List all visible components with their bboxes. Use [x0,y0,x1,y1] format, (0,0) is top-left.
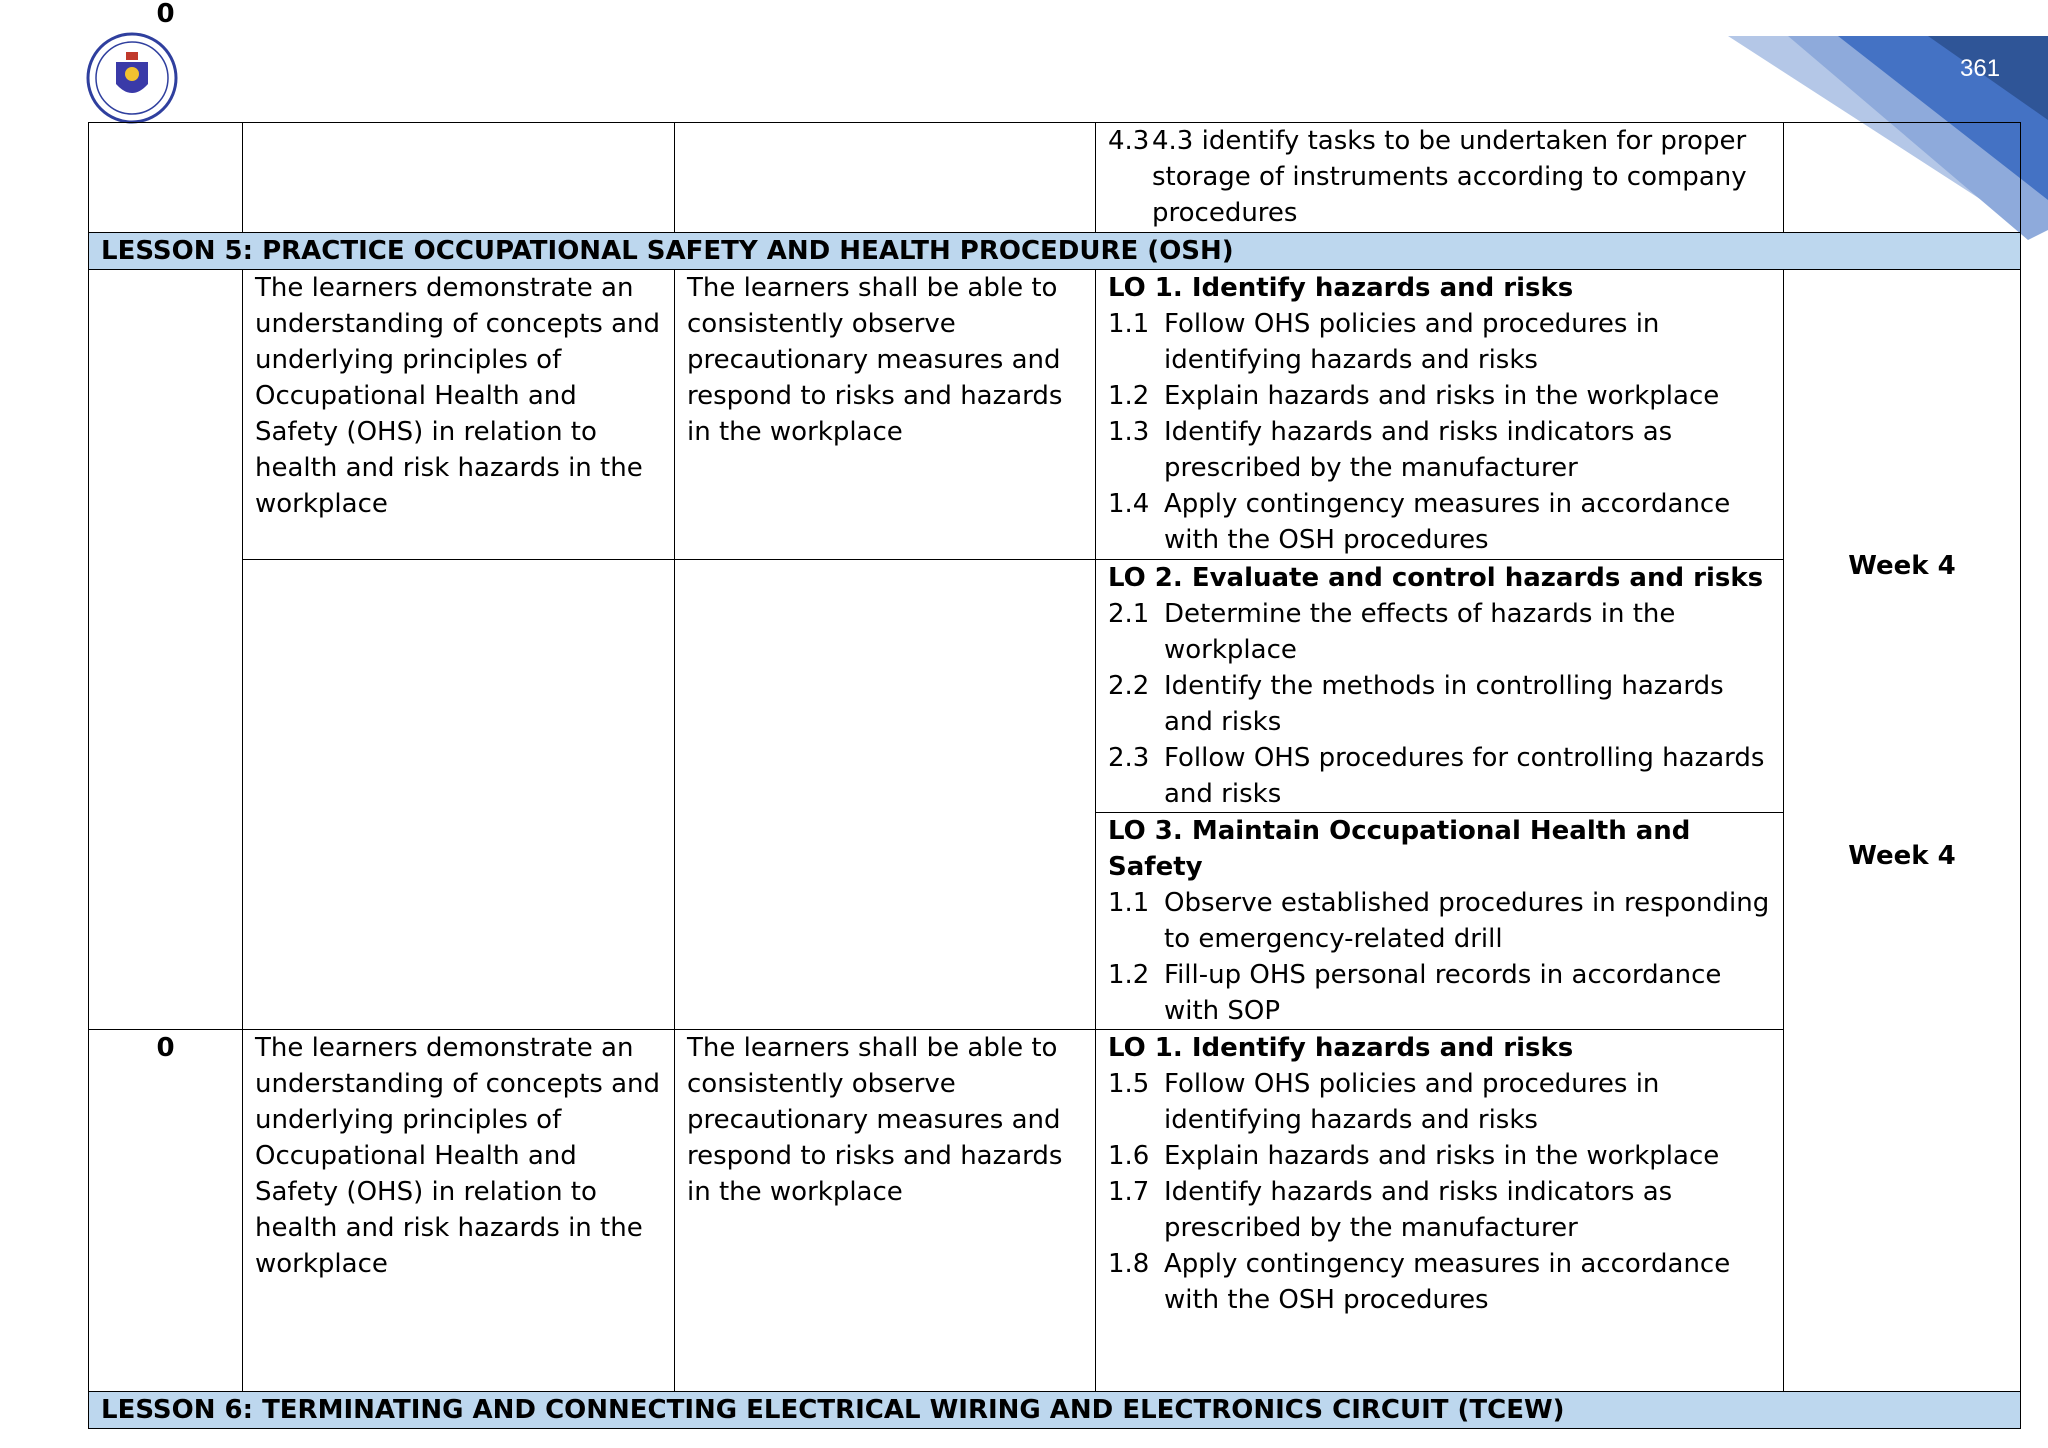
empty-cell [243,560,675,1030]
learning-competency-cell [1096,270,1784,560]
performance-standard-cell: The learners shall be able to consistently observe precautionary measures and respond to risks and hazards in the workplace [675,270,1096,560]
learning-competency-cell [1096,1030,1784,1392]
lo-title: LO 1. Identify hazards and risks [1108,1033,1574,1063]
list-item: 1.4 Apply contingency measures in accordance with the OSH procedures [1108,489,1731,555]
learning-competency-cell [1096,123,1784,233]
content-standard-cell: The learners demonstrate an understanding of concepts and underlying principles of Occupational Health and Safety (OHS) in relation to health and risk hazards in the workplace [243,270,675,560]
list-item: 1.3 Identify hazards and risks indicators as prescribed by the manufacturer [1108,417,1673,483]
duration-cell [1784,270,2021,1392]
list-item: 1.1 Follow OHS policies and procedures in identifying hazards and risks [1108,309,1660,375]
table-row [89,123,2021,233]
empty-cell [243,123,675,233]
list-item: 2.2 Identify the methods in controlling hazards and risks [1108,671,1724,737]
lo-title: LO 2. Evaluate and control hazards and risks [1108,563,1764,593]
table-row [89,560,2021,813]
list-item: 1.8 Apply contingency measures in accordance with the OSH procedures [1108,1249,1731,1315]
list-item: 4.3 4.3 identify tasks to be undertaken for proper storage of instruments according to company procedures [1108,126,1747,228]
list-item: 1.2 Fill-up OHS personal records in accordance with SOP [1108,960,1722,1026]
list-item: 1.7 Identify hazards and risks indicators as prescribed by the manufacturer [1108,1177,1673,1243]
empty-cell [675,560,1096,1030]
week-label: Week 4 [1848,551,1956,581]
empty-cell [1784,123,2021,233]
lesson-header-row [89,233,2021,270]
lo-title: LO 1. Identify hazards and risks [1108,273,1574,303]
hours-cell: 0 [89,270,243,1030]
list-item: 1.5 Follow OHS policies and procedures in identifying hazards and risks [1108,1069,1660,1135]
learning-competency-cell [1096,813,1784,1030]
learning-competency-cell [1096,560,1784,813]
deped-seal-logo [86,32,178,124]
hours-cell: 0 [89,1030,243,1392]
lesson-header-row [89,1392,2021,1429]
list-item: 1.6 Explain hazards and risks in the workplace [1108,1141,1720,1171]
list-item: 1.1 Observe established procedures in responding to emergency-related drill [1108,888,1770,954]
list-item: 2.1 Determine the effects of hazards in the workplace [1108,599,1676,665]
table-row [89,270,2021,560]
performance-standard-cell: The learners shall be able to consistently observe precautionary measures and respond to risks and hazards in the workplace [675,1030,1096,1392]
list-item: 2.3 Follow OHS procedures for controlling hazards and risks [1108,743,1765,809]
week-label: Week 4 [1848,841,1956,871]
list-item: 1.2 Explain hazards and risks in the workplace [1108,381,1720,411]
table-row [89,1030,2021,1392]
empty-cell [675,123,1096,233]
content-standard-cell: The learners demonstrate an understanding of concepts and underlying principles of Occupational Health and Safety (OHS) in relation to health and risk hazards in the workplace [243,1030,675,1392]
lesson-6-title: LESSON 6: TERMINATING AND CONNECTING ELECTRICAL WIRING AND ELECTRONICS CIRCUIT (TCEW) [89,1392,2021,1429]
page-number: 361 [1960,55,2001,82]
empty-cell [89,123,243,233]
lesson-5-title: LESSON 5: PRACTICE OCCUPATIONAL SAFETY AND HEALTH PROCEDURE (OSH) [89,233,2021,270]
lo-title: LO 3. Maintain Occupational Health and Safety [1108,816,1691,882]
